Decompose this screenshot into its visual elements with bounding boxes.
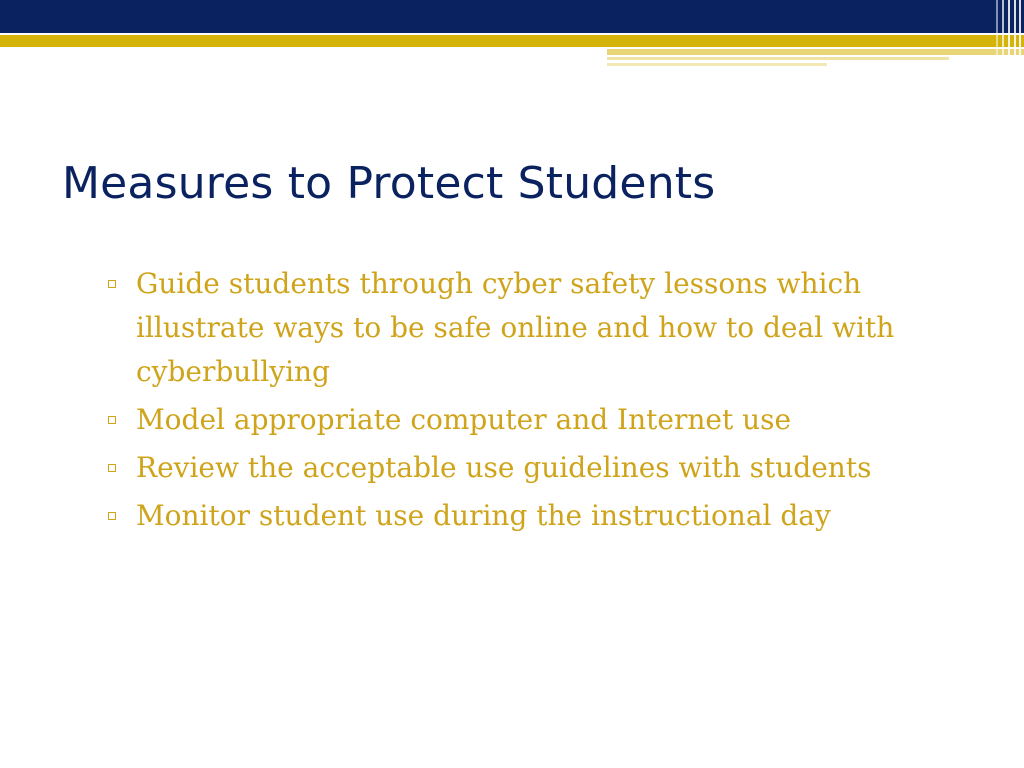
bullet-item (106, 494, 986, 538)
square-bullet-icon (108, 464, 116, 472)
slide-title: Measures to Protect Students (62, 158, 716, 209)
header-accent-line-2 (607, 57, 949, 60)
bullet-item (106, 446, 986, 490)
header-navy-bar (0, 0, 1024, 33)
square-bullet-icon (108, 416, 116, 424)
bullet-text: Review the acceptable use guidelines with students (136, 451, 872, 484)
bullet-text: Guide students through cyber safety lessons which illustrate ways to be safe online and how to deal with cyberbullying (136, 267, 895, 388)
header-accent-line-1 (607, 49, 1024, 55)
header-gold-bar (0, 35, 1024, 47)
bullet-text: Monitor student use during the instructional day (136, 499, 831, 532)
header-accent-line-3 (607, 63, 827, 66)
bullet-list (106, 262, 986, 542)
bullet-text: Model appropriate computer and Internet use (136, 403, 792, 436)
square-bullet-icon (108, 280, 116, 288)
bullet-item (106, 262, 986, 394)
bullet-item (106, 398, 986, 442)
square-bullet-icon (108, 512, 116, 520)
header-stripes-decoration (994, 0, 1024, 70)
